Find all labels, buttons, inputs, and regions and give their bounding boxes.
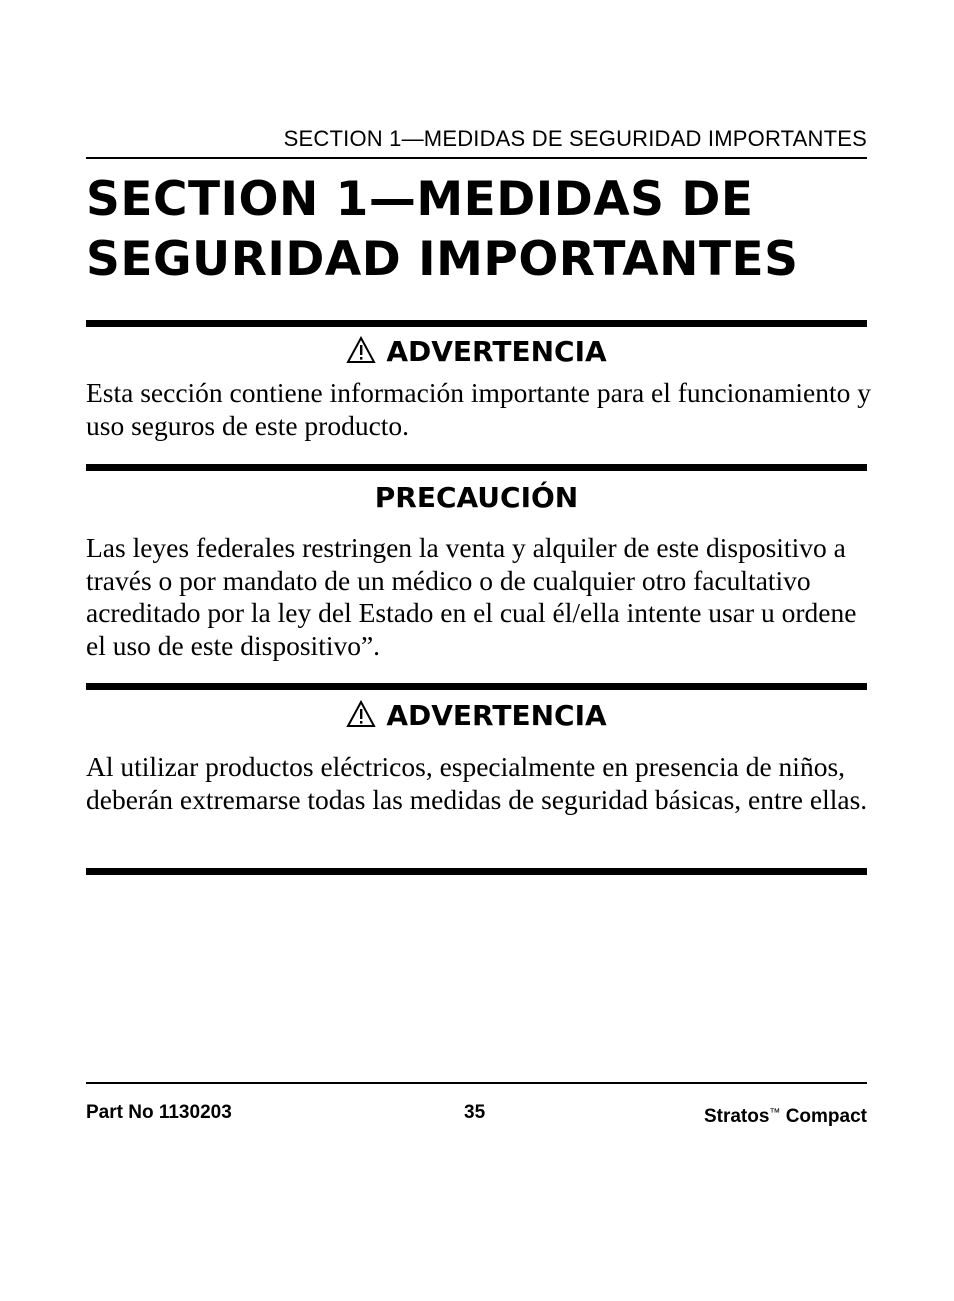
warning-text: Esta sección contiene información importante para el funcionamiento y uso seguros de este producto. <box>86 377 871 441</box>
page-title-line-1: SECTION 1—MEDIDAS DE <box>86 172 754 227</box>
product-name: Stratos <box>703 1106 770 1127</box>
warning-heading-label: ADVERTENCIA <box>386 699 607 732</box>
footer-part-number: Part No 1130203 <box>86 1102 232 1123</box>
warning-triangle-icon <box>346 336 376 364</box>
footer-rule <box>86 1082 867 1084</box>
divider-rule <box>86 683 867 690</box>
caution-heading-label: PRECAUCIÓN <box>374 481 579 514</box>
caution-heading <box>86 480 867 516</box>
running-header: SECTION 1—MEDIDAS DE SEGURIDAD IMPORTANTES <box>86 124 867 159</box>
warning-heading <box>86 698 867 734</box>
page-title-line-2: SEGURIDAD IMPORTANTES <box>86 232 799 287</box>
divider-rule <box>86 868 867 875</box>
product-model: Compact <box>785 1106 867 1127</box>
warning-heading-label: ADVERTENCIA <box>386 335 607 368</box>
warning-triangle-icon <box>346 700 376 728</box>
footer-product-name <box>704 1100 867 1130</box>
trademark-symbol: ™ <box>769 1107 781 1119</box>
footer-page-number: 35 <box>464 1102 486 1123</box>
divider-rule <box>86 320 867 327</box>
warning-heading <box>86 334 867 370</box>
caution-text: Las leyes federales restringen la venta y alquiler de este dispositivo a través o por mandato de un médico o de cualquier otro facultativo acreditado por la ley del Estado en el cual él/ella intente usar u ordene el uso de este dispositivo”. <box>86 532 857 661</box>
warning-text: Al utilizar productos eléctricos, especialmente en presencia de niños, deberán extremarse todas las medidas de seguridad básicas, entre ellas. <box>86 751 868 815</box>
page-title <box>86 170 886 290</box>
divider-rule <box>86 464 867 471</box>
